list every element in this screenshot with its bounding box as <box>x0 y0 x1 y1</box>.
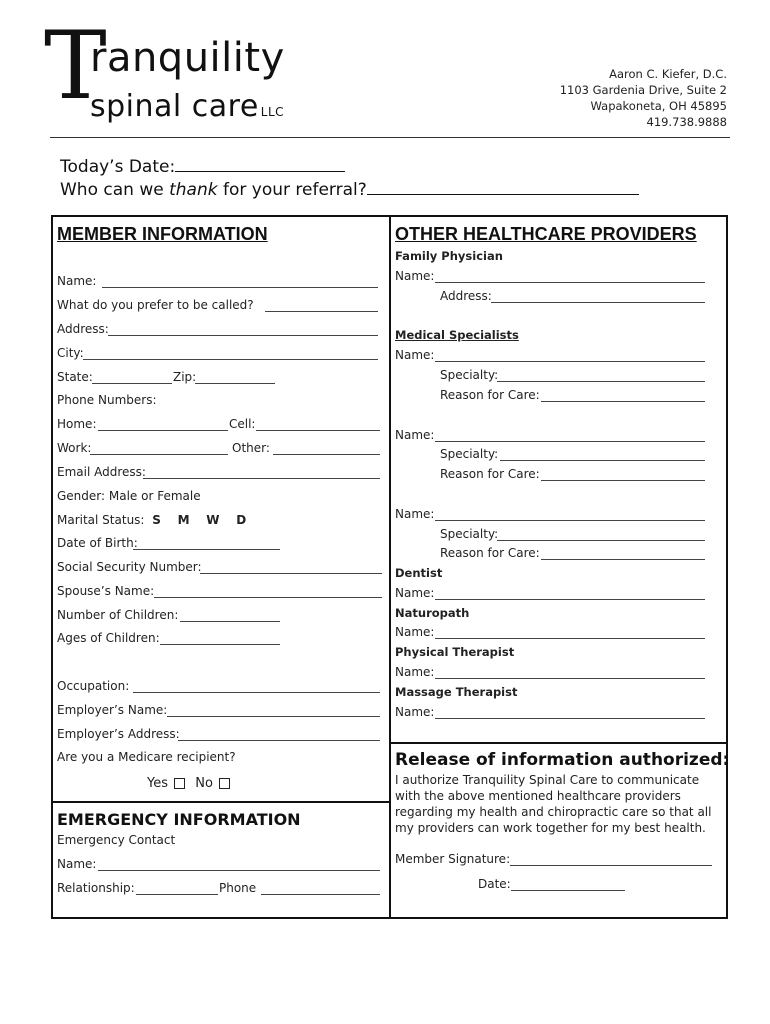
todays-date-row <box>60 157 345 177</box>
specialist-2-specialty-field[interactable] <box>500 460 705 461</box>
medical-specialists-label: Medical Specialists <box>395 328 519 342</box>
ssn-field[interactable] <box>200 573 382 574</box>
release-title: Release of information authorized: <box>395 750 730 770</box>
naturopath-label: Naturopath <box>395 606 470 620</box>
employer-address-field[interactable] <box>178 740 380 741</box>
employer-name-field[interactable] <box>167 716 380 717</box>
practice-address <box>560 66 727 130</box>
email-field[interactable] <box>143 478 380 479</box>
street-address: 1103 Gardenia Drive, Suite 2 <box>559 83 727 97</box>
specialist-3-reason-field[interactable] <box>541 559 705 560</box>
emergency-divider <box>51 801 391 803</box>
family-physician-name-label: Name: <box>395 269 435 283</box>
massage-therapist-name-field[interactable] <box>435 718 705 719</box>
email-label: Email Address: <box>57 465 146 479</box>
num-children-label: Number of Children: <box>57 608 179 622</box>
specialist-2-name-label: Name: <box>395 428 435 442</box>
family-physician-address-label: Address: <box>440 289 492 303</box>
member-name-label: Name: <box>57 274 97 288</box>
doctor-name: Aaron C. Kiefer, D.C. <box>609 67 727 81</box>
family-physician-name-field[interactable] <box>435 282 705 283</box>
ages-children-label: Ages of Children: <box>57 631 160 645</box>
zip-label: Zip: <box>173 370 197 384</box>
referral-label-emphasis: thank <box>169 180 218 200</box>
specialist-3-name-label: Name: <box>395 507 435 521</box>
massage-therapist-label: Massage Therapist <box>395 685 518 699</box>
logo-letter-t: T <box>44 12 107 121</box>
medicare-options <box>147 777 232 791</box>
relationship-field[interactable] <box>136 894 218 895</box>
ssn-label: Social Security Number: <box>57 560 202 574</box>
state-label: State: <box>57 370 93 384</box>
referral-field[interactable] <box>367 180 639 195</box>
medicare-yes-checkbox[interactable] <box>174 778 185 789</box>
signature-date-field[interactable] <box>511 890 625 891</box>
specialist-3-name-field[interactable] <box>435 520 705 521</box>
medicare-no-label: No <box>195 776 213 791</box>
physical-therapist-label: Physical Therapist <box>395 645 515 659</box>
preferred-name-field[interactable] <box>265 311 378 312</box>
cell-phone-field[interactable] <box>256 430 380 431</box>
phone-numbers-label: Phone Numbers: <box>57 393 157 407</box>
practice-phone: 419.738.9888 <box>646 115 727 129</box>
emergency-phone-field[interactable] <box>261 894 380 895</box>
cell-phone-label: Cell: <box>229 417 256 431</box>
family-physician-address-field[interactable] <box>491 302 705 303</box>
member-name-field[interactable] <box>102 287 378 288</box>
physical-therapist-name-field[interactable] <box>435 678 705 679</box>
signature-date-label: Date: <box>478 877 511 891</box>
specialist-2-reason-field[interactable] <box>541 480 705 481</box>
dentist-label: Dentist <box>395 566 443 580</box>
specialist-2-name-field[interactable] <box>435 441 705 442</box>
logo-text-top: ranquility <box>90 35 285 81</box>
referral-label-prefix: Who can we <box>60 180 170 200</box>
occupation-label: Occupation: <box>57 679 130 693</box>
specialist-3-reason-label: Reason for Care: <box>440 546 540 560</box>
city-state-zip: Wapakoneta, OH 45895 <box>590 99 727 113</box>
family-physician-label: Family Physician <box>395 249 503 263</box>
dob-field[interactable] <box>133 549 280 550</box>
spouse-name-label: Spouse’s Name: <box>57 584 155 598</box>
marital-status-row <box>57 513 246 527</box>
specialist-2-reason-label: Reason for Care: <box>440 467 540 481</box>
home-phone-label: Home: <box>57 417 97 431</box>
naturopath-name-label: Name: <box>395 625 435 639</box>
occupation-field[interactable] <box>133 692 380 693</box>
logo-llc: LLC <box>260 105 285 119</box>
specialist-1-name-label: Name: <box>395 348 435 362</box>
logo-text-bottom <box>90 89 285 124</box>
dob-label: Date of Birth: <box>57 536 138 550</box>
member-information-title: MEMBER INFORMATION <box>57 224 268 244</box>
todays-date-field[interactable] <box>175 157 345 172</box>
specialist-1-reason-label: Reason for Care: <box>440 388 540 402</box>
column-divider <box>389 215 391 919</box>
medicare-question: Are you a Medicare recipient? <box>57 750 236 764</box>
employer-address-label: Employer’s Address: <box>57 727 180 741</box>
ages-children-field[interactable] <box>160 644 280 645</box>
city-field[interactable] <box>83 359 378 360</box>
dentist-name-label: Name: <box>395 586 435 600</box>
employer-name-label: Employer’s Name: <box>57 703 168 717</box>
num-children-field[interactable] <box>180 621 280 622</box>
other-phone-field[interactable] <box>273 454 380 455</box>
marital-status-label: Marital Status: <box>57 513 145 527</box>
physical-therapist-name-label: Name: <box>395 665 435 679</box>
home-phone-field[interactable] <box>98 430 228 431</box>
emergency-name-field[interactable] <box>98 870 380 871</box>
other-providers-title: OTHER HEALTHCARE PROVIDERS <box>395 224 697 244</box>
relationship-label: Relationship: <box>57 881 135 895</box>
other-phone-label: Other: <box>232 441 270 455</box>
specialist-1-specialty-label: Specialty: <box>440 368 499 382</box>
emergency-information-title: EMERGENCY INFORMATION <box>57 810 301 829</box>
massage-therapist-name-label: Name: <box>395 705 435 719</box>
emergency-contact-label: Emergency Contact <box>57 833 176 847</box>
member-signature-label: Member Signature: <box>395 852 511 866</box>
emergency-phone-label: Phone <box>219 881 257 895</box>
logo-spinal-care: spinal care <box>90 89 259 124</box>
naturopath-name-field[interactable] <box>435 638 705 639</box>
specialist-1-name-field[interactable] <box>435 361 705 362</box>
emergency-name-label: Name: <box>57 857 97 871</box>
dentist-name-field[interactable] <box>435 599 705 600</box>
gender-label: Gender: Male or Female <box>57 489 201 503</box>
medicare-no-checkbox[interactable] <box>219 778 230 789</box>
preferred-name-label: What do you prefer to be called? <box>57 298 254 312</box>
state-field[interactable] <box>92 383 172 384</box>
spouse-name-field[interactable] <box>154 597 382 598</box>
specialist-3-specialty-label: Specialty: <box>440 527 499 541</box>
city-label: City: <box>57 346 84 360</box>
work-phone-label: Work: <box>57 441 92 455</box>
specialist-2-specialty-label: Specialty: <box>440 447 499 461</box>
specialist-1-specialty-field[interactable] <box>497 381 705 382</box>
zip-field[interactable] <box>195 383 275 384</box>
address-field[interactable] <box>108 335 378 336</box>
marital-status-options[interactable]: S M W D <box>152 513 247 527</box>
specialist-3-specialty-field[interactable] <box>497 540 705 541</box>
header-rule <box>50 137 730 138</box>
referral-row <box>60 180 639 200</box>
medicare-yes-label: Yes <box>147 776 168 791</box>
referral-label-suffix: for your referral? <box>217 180 367 200</box>
release-text: I authorize Tranquility Spinal Care to communicate with the above mentioned healthcare providers regarding my health and chiropractic care so that all my providers can work together for my best health. <box>395 773 712 835</box>
todays-date-label: Today’s Date: <box>60 157 176 177</box>
release-divider <box>389 742 728 744</box>
work-phone-field[interactable] <box>90 454 228 455</box>
specialist-1-reason-field[interactable] <box>541 401 705 402</box>
member-signature-field[interactable] <box>510 865 712 866</box>
address-label: Address: <box>57 322 109 336</box>
